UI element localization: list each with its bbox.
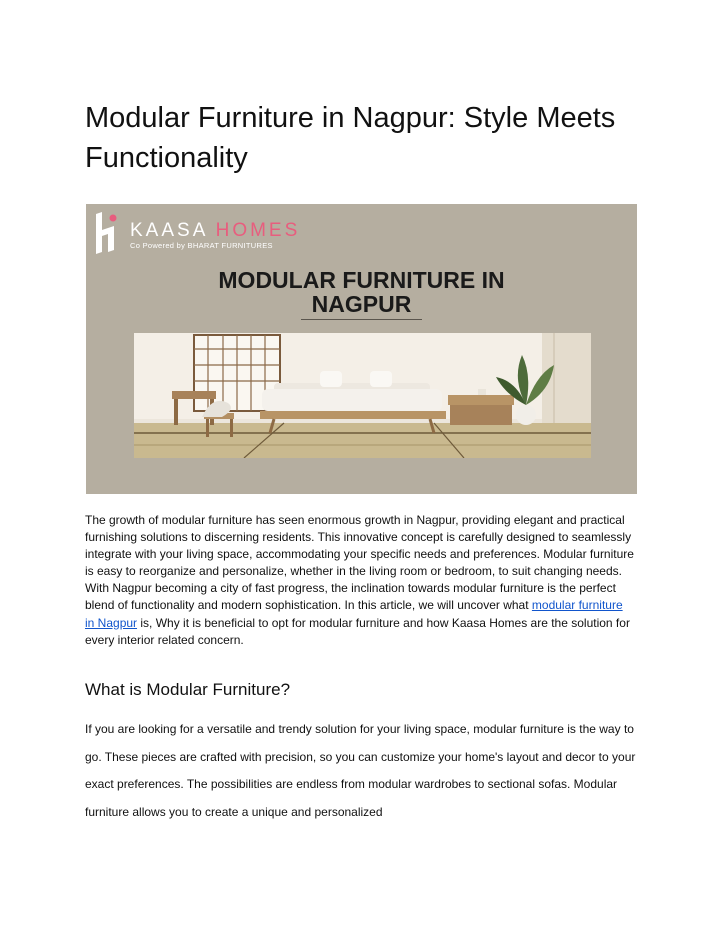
section-paragraph: If you are looking for a versatile and trendy solution for your living space, modular furniture is the way to go. These pieces are crafted with precision, so you can customize your home's layout and decor to your exact preferences. The possibilities are endless from modular wardrobes to sectional sofas. Modular furniture allows you to create a unique and personalized [85, 722, 636, 819]
living-room-photo [134, 333, 591, 458]
intro-paragraph: The growth of modular furniture has seen enormous growth in Nagpur, providing elegant and practical furnishing solutions to discerning residents. This innovative concept is carefully designed to seamlessly integrate with your living space, accommodating your specific needs and preferences. Modular furniture is easy to reorganize and personalize, whether in the living room or bedroom, to suit changing needs. With Nagpur becoming a city of fast progress, the inclination towards modular furniture is the perfect blend of functionality and modern sophistication. In this article, we will uncover what modular furniture in Nagpur is, Why it is beneficial to opt for modular furniture and how Kaasa Homes are the solution for every interior related concern. [85, 513, 634, 647]
banner-heading: MODULAR FURNITURE IN NAGPUR [218, 267, 505, 317]
hero-banner-image [86, 204, 637, 494]
brand-logo [94, 210, 301, 260]
brand-name: KAASA HOMES [130, 220, 301, 241]
logo-mark-icon [94, 210, 120, 254]
brand-tagline: Co Powered by BHARAT FURNITURES [130, 241, 273, 250]
page-title: Modular Furniture in Nagpur: Style Meets Functionality [85, 102, 616, 174]
modular-furniture-nagpur-link[interactable]: modular furniture in Nagpur [85, 598, 623, 630]
section-heading: What is Modular Furniture? [85, 680, 291, 699]
heading-underline [301, 319, 422, 320]
